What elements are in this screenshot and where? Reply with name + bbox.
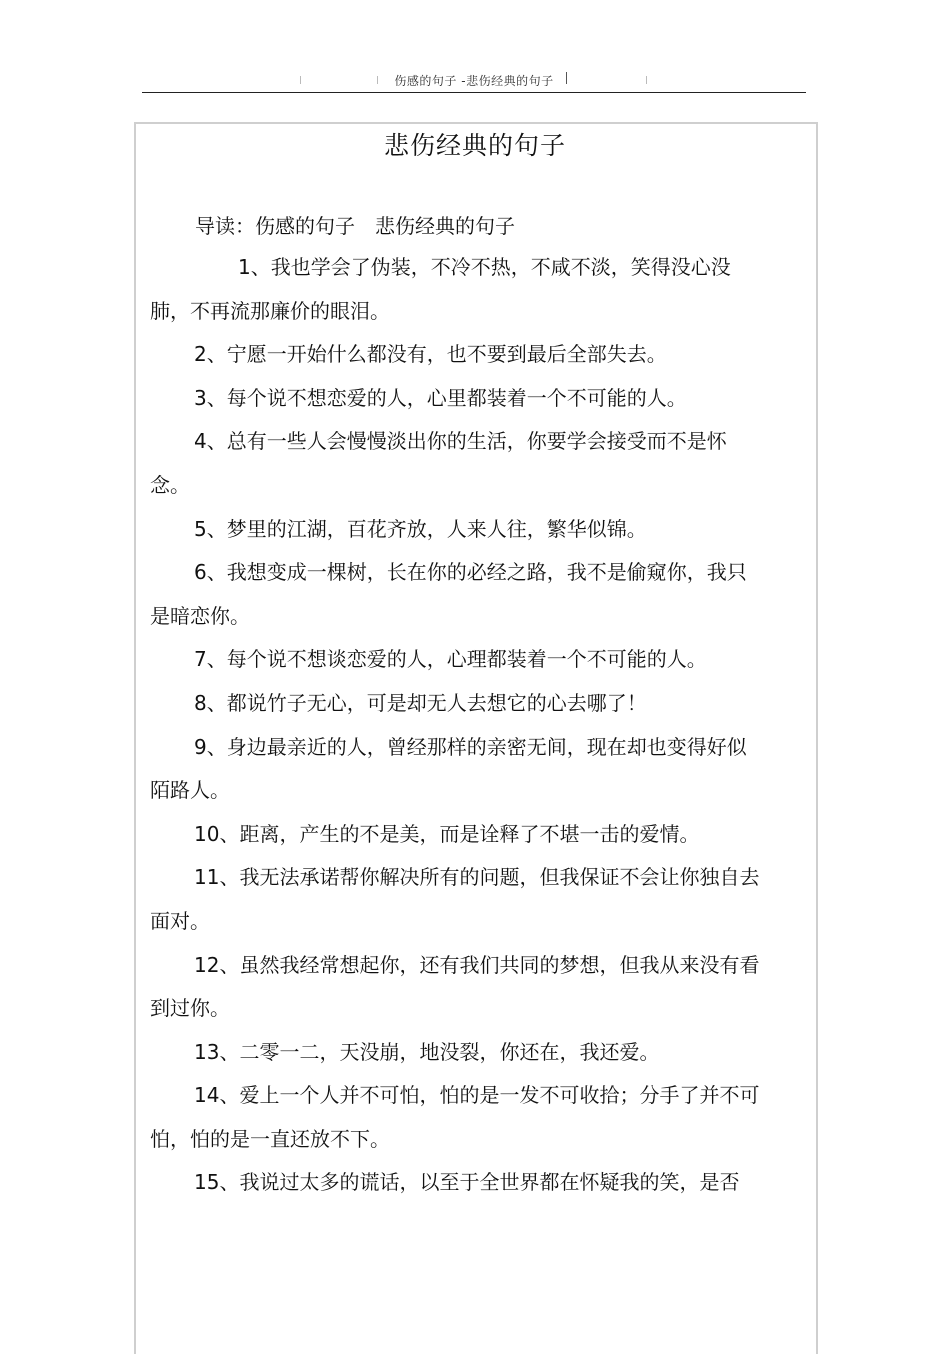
sentence-item: 3、每个说不想恋爱的人，心里都装着一个不可能的人。 [194,385,687,410]
sentence-item: 14、爱上一个人并不可怕，怕的是一发不可收拾；分手了并不可怕，怕的是一直还放不下。 [150,1083,760,1151]
sentence-item: 5、梦里的江湖，百花齐放，人来人往，繁华似锦。 [194,516,647,541]
sentence-item: 11、我无法承诺帮你解决所有的问题，但我保证不会让你独自去面对。 [150,865,760,933]
sentence-item: 13、二零一二，天没崩，地没裂，你还在，我还爱。 [194,1039,660,1064]
sentence-item: 1、我也学会了伪装，不冷不热，不咸不淡，笑得没心没肺，不再流那廉价的眼泪。 [150,255,731,323]
sentence-item: 4、总有一些人会慢慢淡出你的生活，你要学会接受而不是怀念。 [150,429,727,497]
sentence-item: 9、身边最亲近的人，曾经那样的亲密无间，现在却也变得好似陌路人。 [150,734,747,803]
intro-subject: 悲伤经典的句子 [375,214,515,238]
intro-line [195,210,515,239]
sentence-item: 8、都说竹子无心，可是却无人去想它的心去哪了！ [194,690,647,715]
intro-label: 导读：伤感的句子 [195,214,355,238]
sentence-item: 15、我说过太多的谎话，以至于全世界都在怀疑我的笑，是否 [194,1170,740,1195]
sentence-item: 2、宁愿一开始什么都没有，也不要到最后全部失去。 [194,342,667,367]
header-title: 伤感的句子 -悲伤经典的句子 [394,74,554,88]
running-header [142,66,806,93]
sentence-item: 7、每个说不想谈恋爱的人，心理都装着一个不可能的人。 [194,647,707,672]
sentence-item: 12、虽然我经常想起你，还有我们共同的梦想，但我从来没有看到过你。 [150,952,760,1021]
sentence-list [150,246,762,1205]
document-title: 悲伤经典的句子 [383,131,566,160]
sentence-item: 6、我想变成一棵树，长在你的必经之路，我不是偷窥你，我只是暗恋你。 [150,560,747,628]
sentence-item: 10、距离，产生的不是美，而是诠释了不堪一击的爱情。 [194,821,700,846]
